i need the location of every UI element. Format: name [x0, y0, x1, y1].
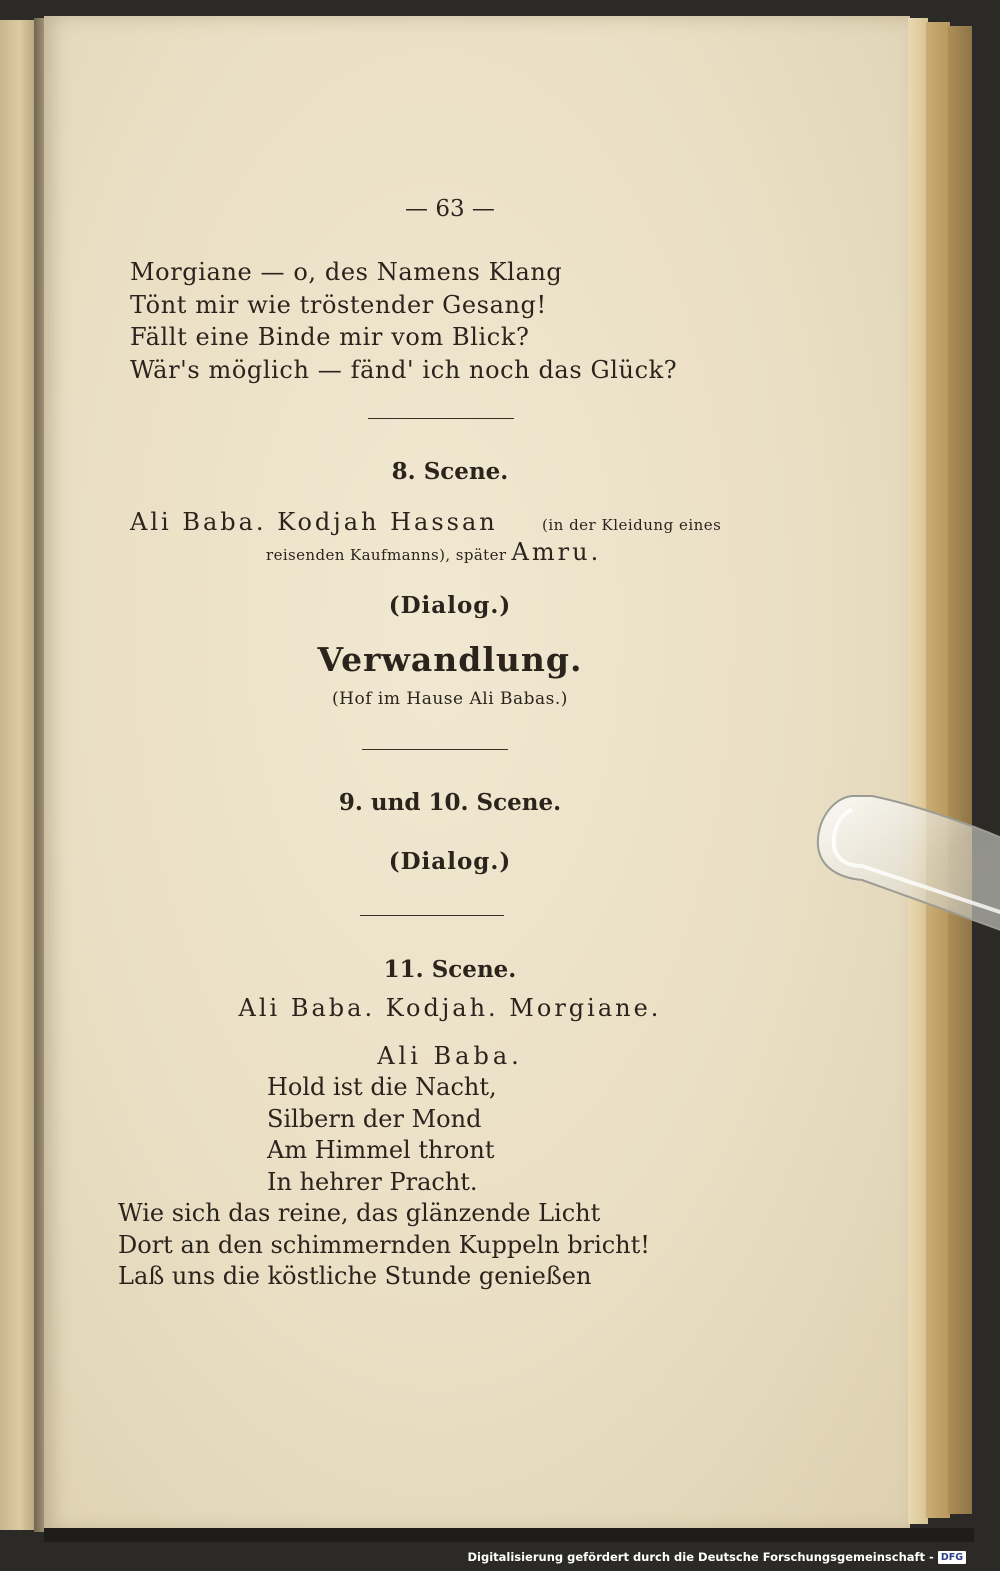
- divider-rule: [362, 749, 508, 750]
- stanza-line: Fällt eine Binde mir vom Blick?: [130, 323, 530, 351]
- footer-credit: Digitalisierung gefördert durch die Deutsche Forschungsgemeinschaft -: [467, 1550, 934, 1564]
- book-page: [44, 16, 910, 1532]
- page-edge: [926, 22, 950, 1518]
- scene-9-10-heading: 9. und 10. Scene.: [338, 789, 562, 816]
- verse-indented: [267, 1072, 497, 1198]
- transformation-setting: (Hof im Hause Ali Babas.): [332, 689, 568, 709]
- verse-line: In hehrer Pracht.: [267, 1167, 478, 1196]
- glass-page-weight: [812, 784, 1000, 934]
- cast-line-2: [266, 538, 601, 566]
- verse-line: Laß uns die köstliche Stunde genießen: [118, 1262, 592, 1290]
- verse-line: Silbern der Mond: [267, 1104, 482, 1133]
- divider-rule: [368, 418, 514, 419]
- verse-line: Hold ist die Nacht,: [267, 1073, 497, 1101]
- scene-11-cast: Ali Baba. Kodjah. Morgiane.: [238, 994, 662, 1022]
- dfg-logo: DFG: [938, 1551, 966, 1564]
- scene-9-10-dialog: (Dialog.): [388, 848, 512, 875]
- scene-8-dialog: (Dialog.): [388, 592, 512, 619]
- verse-line: Wie sich das reine, das glänzende Licht: [118, 1199, 601, 1227]
- book-cover-edge: [948, 26, 972, 1514]
- transformation-title: Verwandlung.: [317, 640, 583, 679]
- cast-names: Ali Baba. Kodjah Hassan: [130, 508, 498, 536]
- verse-line: Dort an den schimmernden Kuppeln bricht!: [118, 1230, 650, 1259]
- stanza-line: Wär's möglich — fänd' ich noch das Glück?: [130, 355, 678, 384]
- stanza-line: Morgiane — o, des Namens Klang: [130, 258, 563, 286]
- cast-costume-note-cont: reisenden Kaufmanns), später: [266, 546, 507, 564]
- stanza: [130, 256, 677, 386]
- verse-line: Am Himmel thront: [267, 1136, 495, 1164]
- bottom-shadow: [44, 1528, 974, 1542]
- digitization-footer: [467, 1550, 966, 1564]
- verse-full: [118, 1198, 650, 1293]
- cast-costume-note: (in der Kleidung eines: [542, 516, 722, 534]
- page-number: — 63 —: [405, 196, 495, 222]
- scene-11-heading: 11. Scene.: [383, 956, 517, 983]
- cast-amru: Amru.: [511, 538, 602, 566]
- left-page-edge: [0, 20, 36, 1530]
- speaker-name: Ali Baba.: [377, 1042, 523, 1070]
- scene-8-heading: 8. Scene.: [391, 458, 509, 485]
- page-edge: [908, 18, 928, 1524]
- stanza-line: Tönt mir wie tröstender Gesang!: [130, 290, 547, 319]
- divider-rule: [360, 915, 504, 916]
